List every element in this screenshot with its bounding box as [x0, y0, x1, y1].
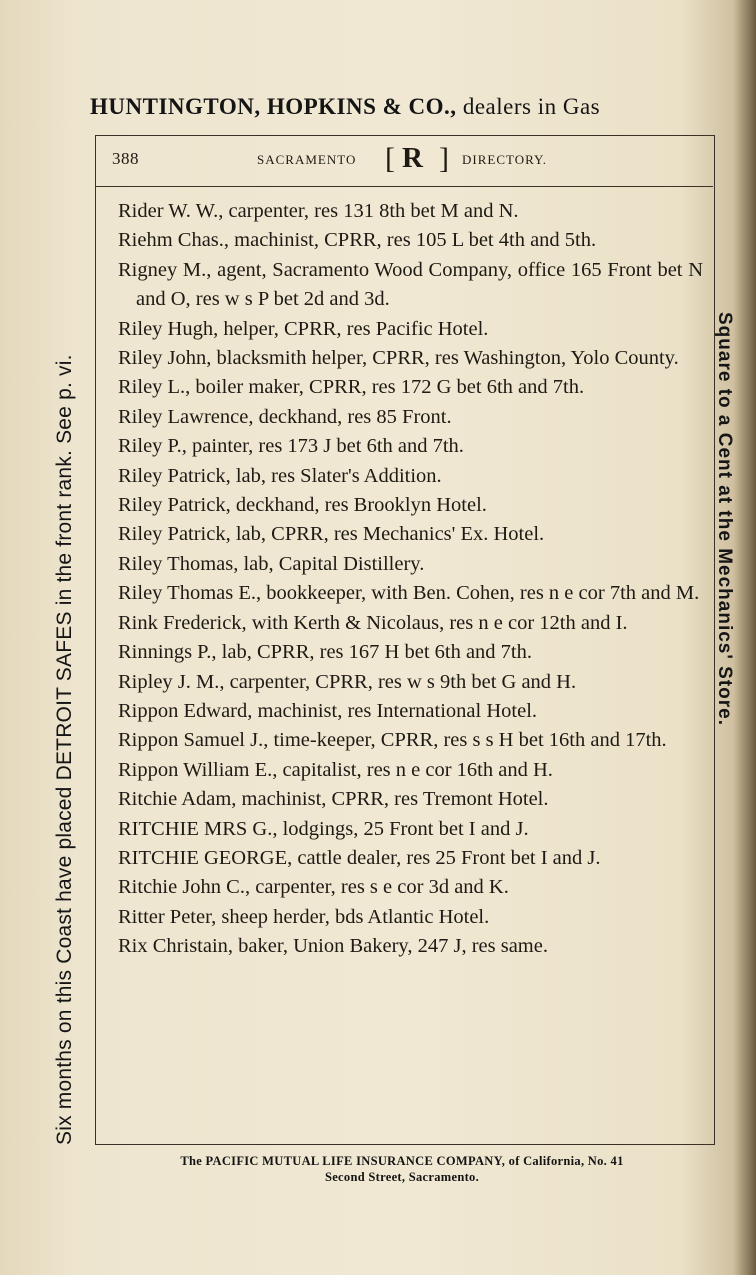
- directory-entry: Ritchie Adam, machinist, CPRR, res Tremont Hotel.: [118, 788, 549, 811]
- header-rule: [96, 186, 713, 187]
- footer-advertisement: [92, 1153, 712, 1185]
- header-city: SACRAMENTO: [257, 152, 357, 167]
- right-margin-advertisement: Square to a Cent at the Mechanics' Store.: [714, 312, 735, 726]
- directory-entry: Ripley J. M., carpenter, CPRR, res w s 9th bet G and H.: [118, 670, 577, 693]
- directory-entry: Rider W. W., carpenter, res 131 8th bet M and N.: [118, 200, 519, 222]
- directory-entry: Riehm Chas., machinist, CPRR, res 105 L bet 4th and 5th.: [118, 229, 597, 252]
- directory-entry: Rippon William E., capitalist, res n e cor 16th and H.: [118, 758, 553, 781]
- directory-entry: Riley Patrick, lab, res Slater's Addition.: [118, 464, 442, 487]
- directory-entry: Rigney M., agent, Sacramento Wood Company, office 165 Front bet N and O, res w s P bet 2d and 3d.: [118, 258, 703, 311]
- directory-entry: Riley John, blacksmith helper, CPRR, res Washington, Yolo County.: [118, 347, 679, 370]
- directory-entry: RITCHIE MRS G., lodgings, 25 Front bet I and J.: [118, 817, 529, 840]
- header-bracket-left: [: [385, 142, 396, 175]
- directory-entry: Ritter Peter, sheep herder, bds Atlantic Hotel.: [118, 905, 490, 928]
- directory-entries: [118, 197, 703, 962]
- directory-entry: Rix Christain, baker, Union Bakery, 247 J, res same.: [118, 935, 548, 958]
- directory-entry: Riley L., boiler maker, CPRR, res 172 G bet 6th and 7th.: [118, 376, 585, 399]
- directory-entry: Rinnings P., lab, CPRR, res 167 H bet 6th and 7th.: [118, 641, 533, 664]
- directory-entry: Riley P., painter, res 173 J bet 6th and 7th.: [118, 435, 464, 458]
- left-margin-advertisement: Six months on this Coast have placed DETROIT SAFES in the front rank. See p. vi.: [53, 354, 76, 1145]
- directory-entry: Riley Thomas, lab, Capital Distillery.: [118, 552, 425, 575]
- running-header: [112, 142, 702, 179]
- header-bracket-right: ]: [439, 142, 450, 175]
- directory-entry: Riley Hugh, helper, CPRR, res Pacific Hotel.: [118, 317, 489, 340]
- directory-entry: RITCHIE GEORGE, cattle dealer, res 25 Front bet I and J.: [118, 846, 601, 869]
- header-directory: DIRECTORY.: [462, 152, 548, 167]
- footer-line-1: The PACIFIC MUTUAL LIFE INSURANCE COMPANY, of California, No. 41: [180, 1154, 624, 1168]
- directory-entry: Riley Lawrence, deckhand, res 85 Front.: [118, 405, 452, 428]
- directory-entry: Riley Thomas E., bookkeeper, with Ben. Cohen, res n e cor 7th and M.: [118, 582, 700, 605]
- top-advertisement: [90, 94, 730, 120]
- header-letter: R: [402, 142, 424, 174]
- top-ad-firm: HUNTINGTON, HOPKINS & CO.,: [90, 94, 457, 119]
- top-ad-text: dealers in Gas: [456, 94, 601, 119]
- directory-entry: Rippon Samuel J., time-keeper, CPRR, res s s H bet 16th and 17th.: [118, 729, 667, 752]
- directory-entry: Rink Frederick, with Kerth & Nicolaus, res n e cor 12th and I.: [118, 611, 628, 634]
- directory-entry: Rippon Edward, machinist, res International Hotel.: [118, 699, 538, 722]
- directory-entry: Ritchie John C., carpenter, res s e cor 3d and K.: [118, 876, 509, 899]
- directory-entry: Riley Patrick, lab, CPRR, res Mechanics' Ex. Hotel.: [118, 523, 545, 546]
- footer-line-2: Second Street, Sacramento.: [324, 1170, 480, 1184]
- directory-entry: Riley Patrick, deckhand, res Brooklyn Hotel.: [118, 494, 487, 517]
- page-number: 388: [112, 149, 139, 168]
